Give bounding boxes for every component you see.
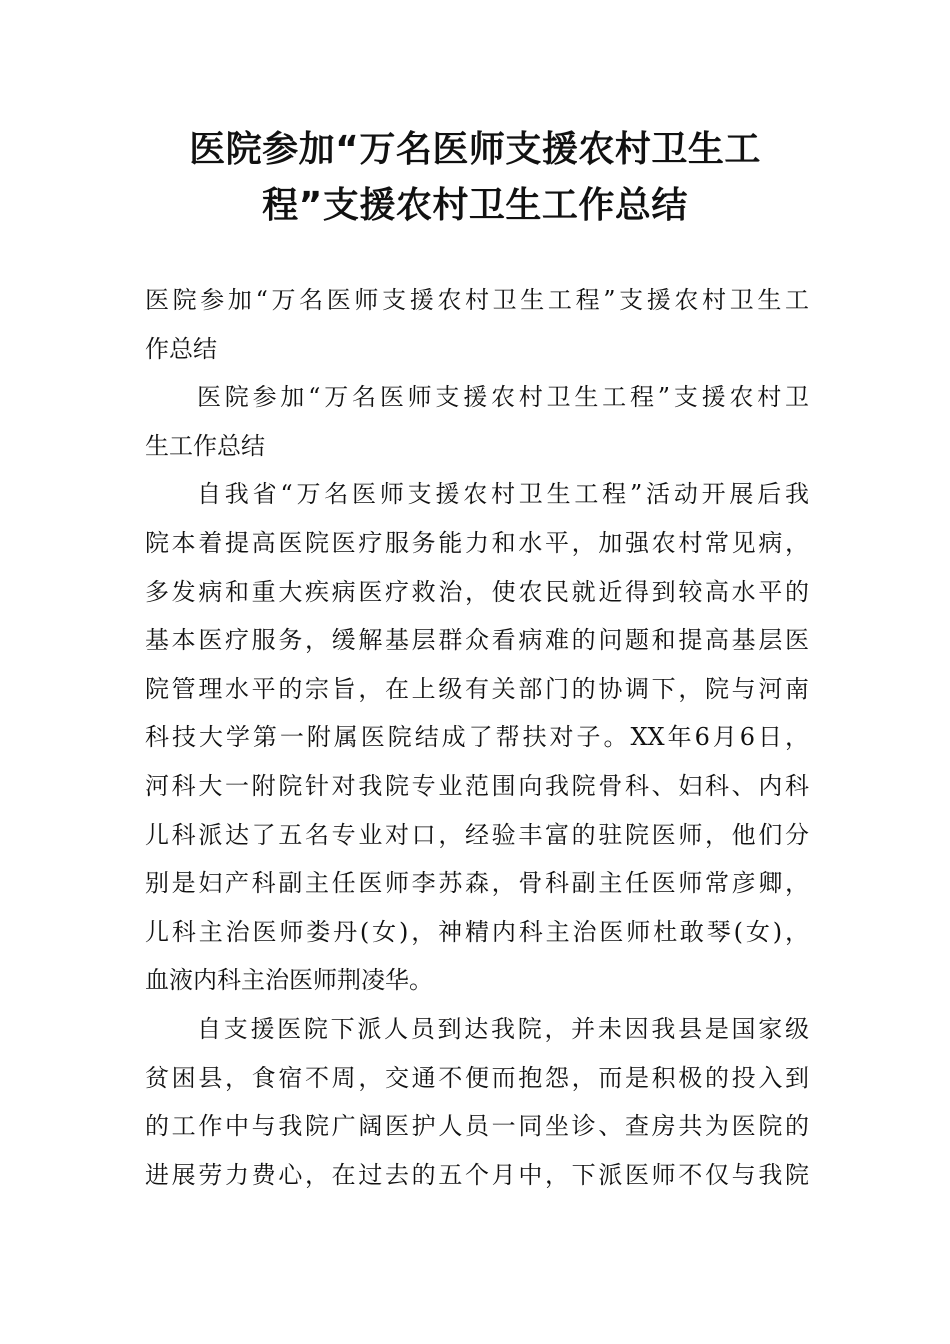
text-line: 自支援医院下派人员到达我院，并未因我县是国家级	[197, 1014, 809, 1043]
text-line: 别是妇产科副主任医师李苏森，骨科副主任医师常彦卿，	[145, 869, 809, 898]
text-line: 科技大学第一附属医院结成了帮扶对子。XX年6月6日，	[145, 723, 809, 752]
text-line: 儿科派达了五名专业对口，经验丰富的驻院医师，他们分	[145, 820, 809, 849]
title-line-1: 医院参加“万名医师支援农村卫生工	[189, 129, 761, 170]
text-line: 多发病和重大疾病医疗救治，使农民就近得到较高水平的	[145, 577, 809, 606]
paragraph-4	[145, 1005, 809, 1199]
text-line: 院本着提高医院医疗服务能力和水平，加强农村常见病，	[145, 528, 809, 557]
text-line: 贫困县，食宿不周，交通不便而抱怨，而是积极的投入到	[145, 1063, 809, 1092]
text-line: 的工作中与我院广阔医护人员一同坐诊、查房共为医院的	[145, 1112, 809, 1141]
text-line: 儿科主治医师娄丹(女)，神精内科主治医师杜敢琴(女)，	[145, 917, 809, 946]
text-line: 血液内科主治医师荆凌华。	[145, 966, 433, 995]
paragraph-2	[145, 373, 809, 470]
paragraph-3	[145, 470, 809, 1005]
text-line: 河科大一附院针对我院专业范围向我院骨科、妇科、内科	[145, 771, 809, 800]
text-line: 基本医疗服务，缓解基层群众看病难的问题和提高基层医	[145, 626, 809, 655]
text-line: 医院参加“万名医师支援农村卫生工程”支援农村卫生工	[145, 286, 809, 314]
document-body	[145, 276, 809, 1199]
document-title	[120, 122, 830, 234]
paragraph-1	[145, 276, 809, 373]
text-line: 作总结	[145, 334, 217, 363]
text-line: 医院参加“万名医师支援农村卫生工程”支援农村卫	[197, 383, 809, 412]
title-line-2: 程”支援农村卫生工作总结	[262, 185, 688, 226]
text-line: 院管理水平的宗旨，在上级有关部门的协调下，院与河南	[145, 674, 809, 703]
text-line: 生工作总结	[145, 431, 265, 460]
text-line: 进展劳力费心，在过去的五个月中，下派医师不仅与我院	[145, 1160, 809, 1189]
text-line: 自我省“万名医师支援农村卫生工程”活动开展后我	[197, 480, 809, 509]
